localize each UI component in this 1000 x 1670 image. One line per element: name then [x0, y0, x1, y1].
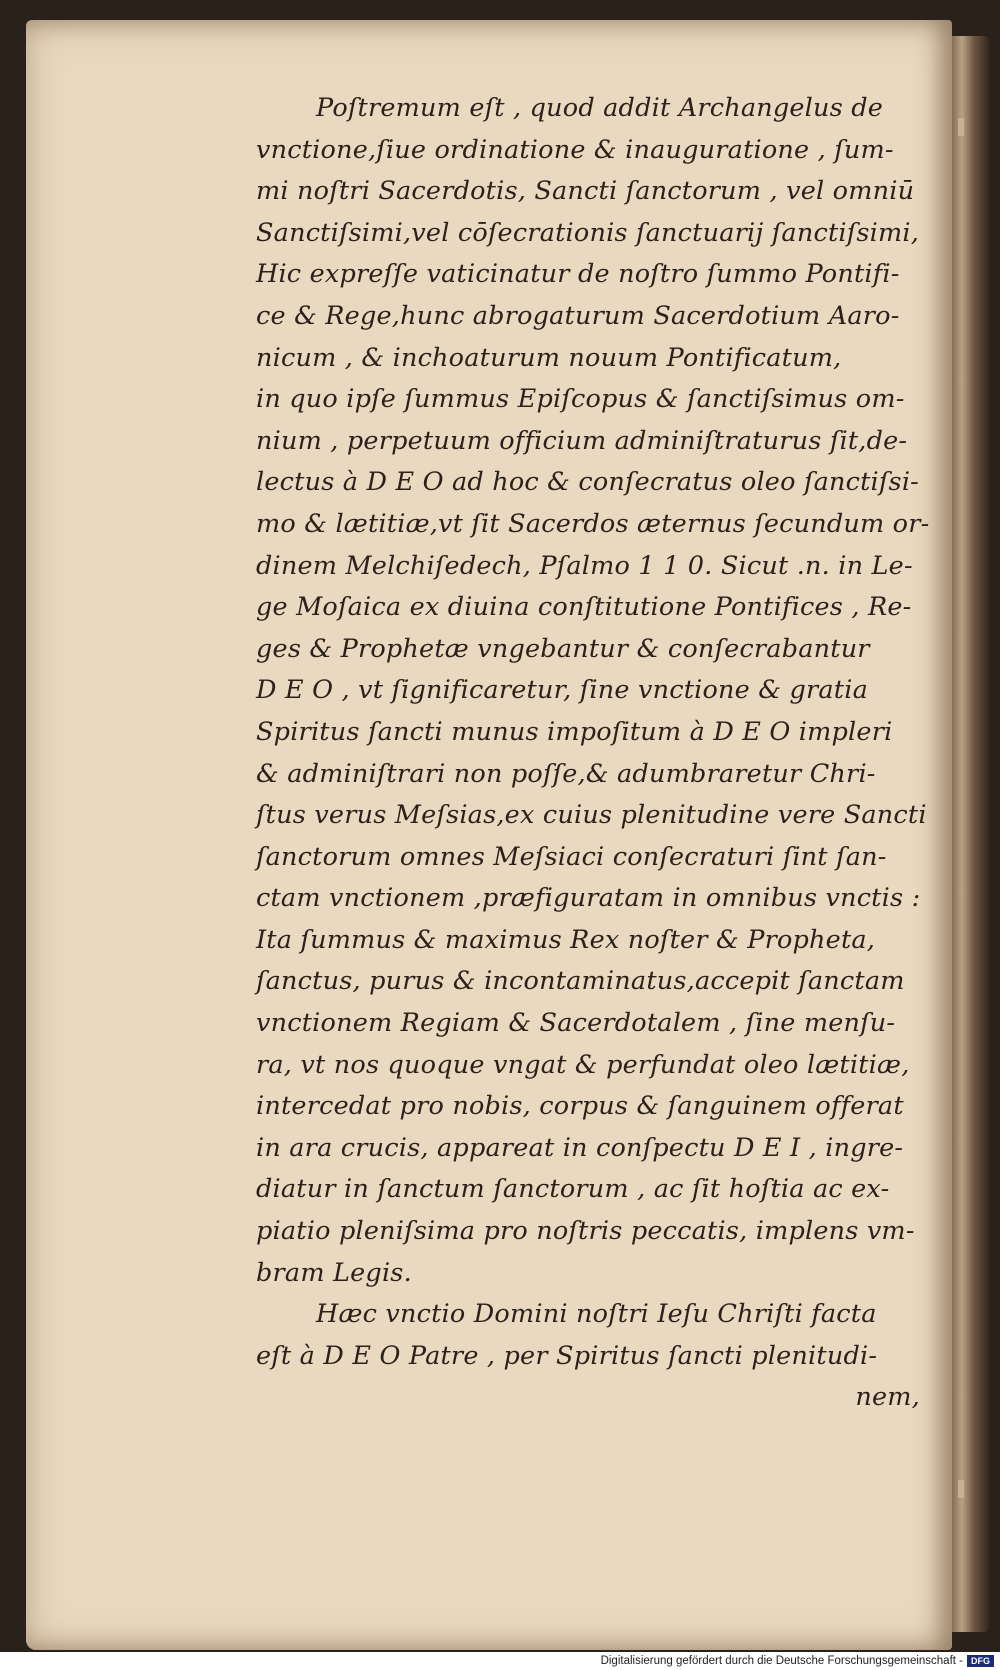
page-edge-mark [958, 1480, 964, 1498]
text-line: in quo ipſe ſummus Epiſcopus & ſanctiſsimus om- [256, 384, 905, 415]
text-line: vnctione,ſiue ordinatione & inauguratione , ſum- [256, 134, 894, 165]
text-line: Hic expreſſe vaticinatur de noſtro ſummo Pontifi- [256, 259, 900, 290]
text-line: in ara crucis, appareat in conſpectu D E I , ingre- [256, 1132, 904, 1163]
text-line: ctam vnctionem ,præfiguratam in omnibus vnctis : [256, 883, 921, 914]
text-line: D E O , vt ſignificaretur, ſine vnctione & gratia [256, 675, 869, 706]
text-line: ge Moſaica ex diuina conſtitutione Pontifices , Re- [256, 592, 912, 623]
text-line: dinem Melchiſedech, Pſalmo 1 1 0. Sicut .n. in Le- [256, 550, 913, 581]
funding-credit: Digitalisierung gefördert durch die Deutsche Forschungsgemeinschaft - [600, 1655, 963, 1667]
text-line: Hæc vnctio Domini noſtri Ieſu Chriſti facta [316, 1299, 877, 1330]
text-line: Spiritus ſancti munus impoſitum à D E O impleri [256, 716, 893, 747]
text-line: diatur in ſanctum ſanctorum , ac ſit hoſtia ac ex- [256, 1174, 890, 1205]
text-line: nem, [855, 1382, 920, 1413]
text-line: Poſtremum eſt , quod addit Archangelus de [316, 93, 884, 123]
text-line: ſanctorum omnes Meſsiaci conſecraturi ſint ſan- [256, 841, 887, 872]
text-line: Sanctiſsimi,vel cōſecrationis ſanctuarij ſanctiſsimi, [256, 217, 920, 248]
text-line: lectus à D E O ad hoc & conſecratus oleo ſanctiſsi- [256, 467, 920, 498]
text-line: Ita ſummus & maximus Rex noſter & Propheta, [256, 924, 876, 955]
text-line: vnctionem Regiam & Sacerdotalem , ſine menſu- [256, 1008, 896, 1039]
text-line: ges & Prophetæ vngebantur & conſecrabantur [256, 633, 870, 664]
text-line: mi noſtri Sacerdotis, Sancti ſanctorum , vel omniū [256, 176, 915, 207]
text-line: intercedat pro nobis, corpus & ſanguinem offerat [256, 1091, 904, 1122]
text-line: piatio pleniſsima pro noſtris peccatis, implens vm- [256, 1216, 915, 1247]
page-text [256, 88, 930, 1419]
text-line: ra, vt nos quoque vngat & perfundat oleo lætitiæ, [256, 1049, 910, 1080]
text-line: nium , perpetuum officium adminiſtraturus ſit,de- [256, 425, 908, 456]
text-line: ſanctus, purus & incontaminatus,accepit ſanctam [256, 966, 905, 997]
text-line: eſt à D E O Patre , per Spiritus ſancti plenitudi- [256, 1340, 878, 1371]
text-line: & adminiſtrari non poſſe,& adumbraretur Chri- [256, 758, 876, 789]
digitization-footer [0, 1652, 1000, 1670]
dfg-logo: DFG [967, 1655, 994, 1667]
book-page-edge [950, 36, 990, 1632]
text-line: bram Legis. [256, 1257, 412, 1288]
text-line: ce & Rege,hunc abrogaturum Sacerdotium Aaro- [256, 300, 900, 331]
text-line: nicum , & inchoaturum nouum Pontificatum, [256, 342, 842, 373]
page-edge-mark [958, 118, 964, 136]
text-line: mo & lætitiæ,vt ſit Sacerdos æternus ſecundum or- [256, 508, 930, 539]
text-line: ſtus verus Meſsias,ex cuius plenitudine vere Sancti [256, 800, 927, 831]
